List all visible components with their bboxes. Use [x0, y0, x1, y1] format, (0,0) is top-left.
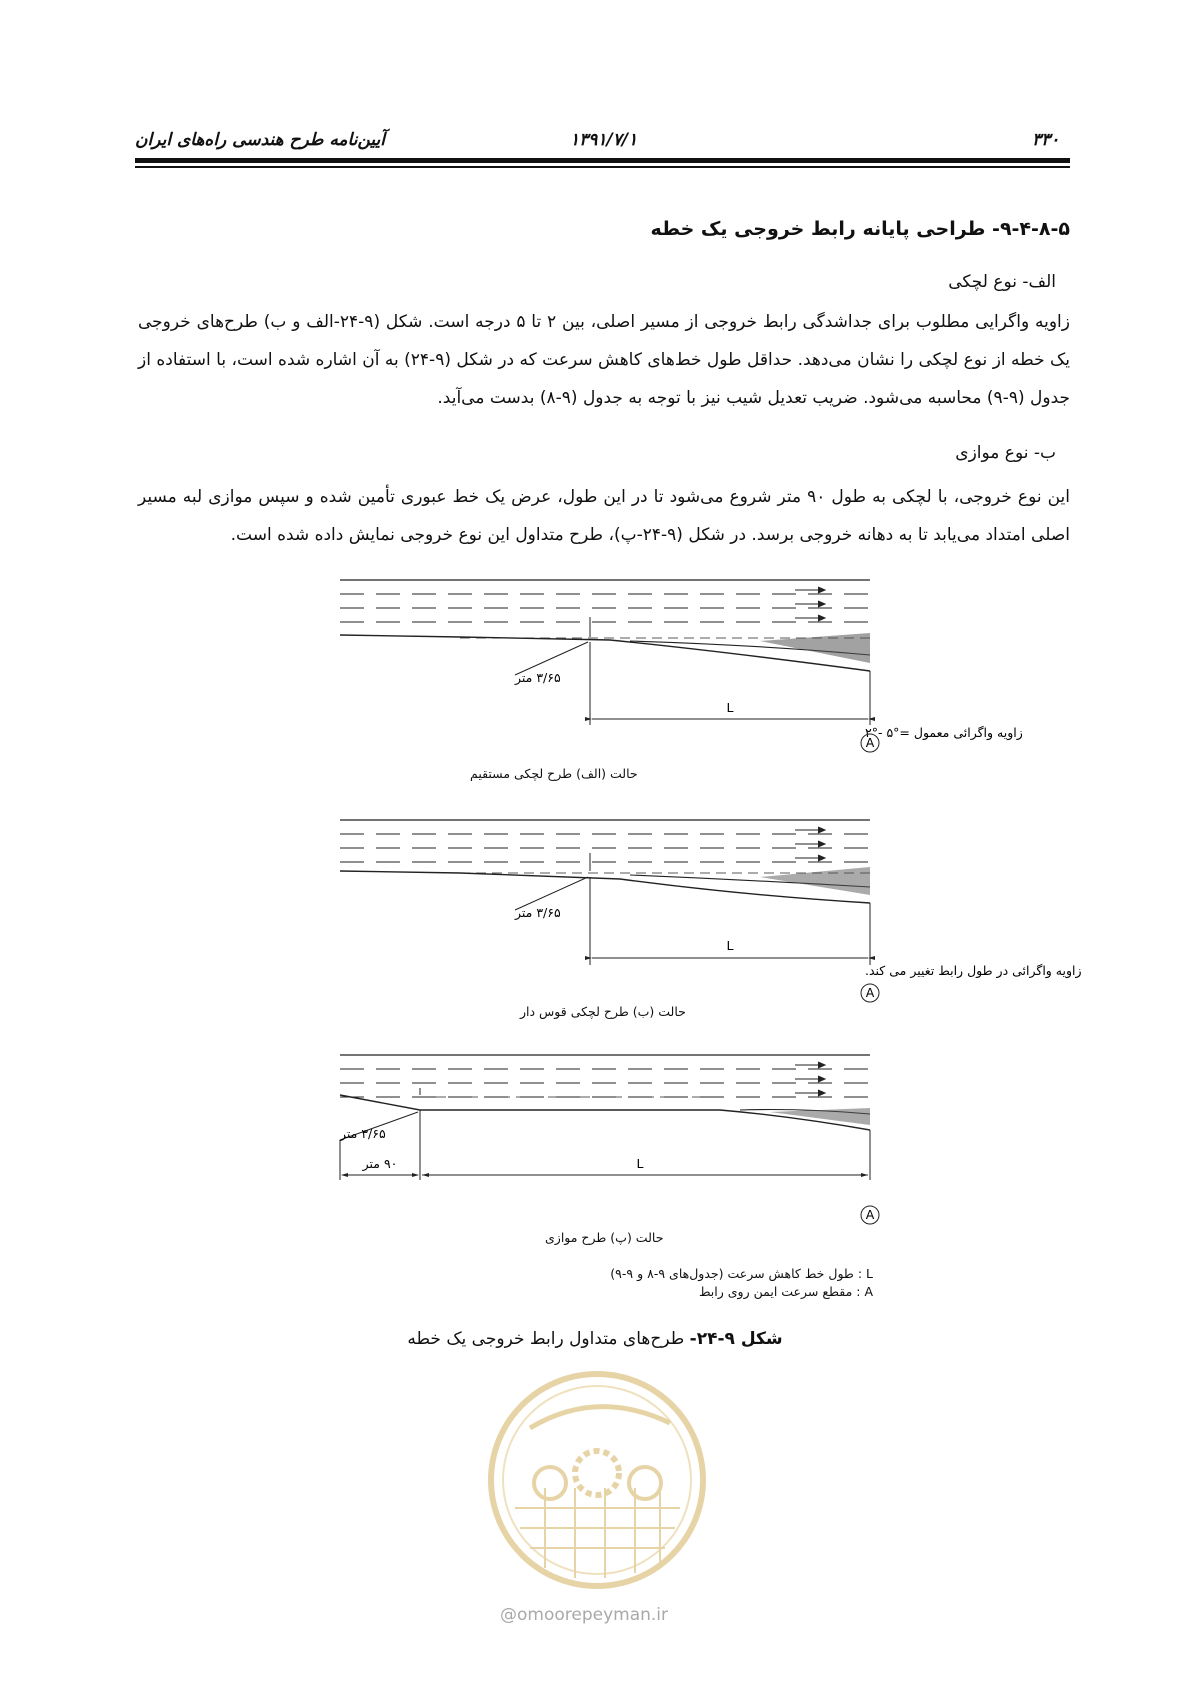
point-label-b: A: [865, 985, 875, 1000]
width-label-a: ۳/۶۵ متر: [515, 670, 561, 685]
watermark-seal-icon: [485, 1368, 710, 1593]
chevron-markers: [795, 1062, 825, 1096]
legend-item-l: L : طول خط کاهش سرعت (جدول‌های ۹-۸ و ۹-۹): [610, 1266, 873, 1281]
section-heading: ۹-۴-۸-۵- طراحی پایانه رابط خروجی یک خطه: [650, 218, 1070, 240]
gore-hatch: [760, 867, 870, 895]
diagram-b: [320, 815, 1082, 1010]
header-date: ۱۳۹۱/۷/۱: [570, 130, 638, 150]
width-label-b: ۳/۶۵ متر: [515, 905, 561, 920]
point-label-a: A: [865, 735, 875, 750]
page-number: ۳۳۰: [1032, 130, 1060, 150]
chevron-markers: [795, 587, 825, 621]
length-label-a: L: [726, 700, 734, 715]
paragraph-b: این نوع خروجی، با لچکی به طول ۹۰ متر شروع می‌شود تا در این طول، عرض یک خط عبوری تأمین شده و سپس موازی لبه مسیر اصلی امتداد می‌یابد تا به دهانه خروجی برسد. در شکل (۹-۲۴-پ)، طرح متداول این نوع خروجی نمایش داده شده است.: [138, 487, 1071, 545]
caption-b: حالت (ب) طرح لچکی قوس دار: [520, 1004, 686, 1019]
diagram-c: [320, 1050, 890, 1240]
length-label-c: L: [636, 1156, 644, 1171]
subheading-a: الف- نوع لچکی: [948, 272, 1056, 292]
watermark-text: @omoorepeyman.ir: [500, 1605, 669, 1625]
caption-a: حالت (الف) طرح لچکی مستقیم: [470, 766, 638, 781]
header-title: آیین‌نامه طرح هندسی راه‌های ایران: [135, 130, 385, 150]
taper-label-c: ۹۰ متر: [362, 1156, 398, 1171]
angle-label-a: زاویه واگرائی معمول =°۵ -°۲: [865, 725, 1023, 740]
figure-caption-text: طرح‌های متداول رابط خروجی یک خطه: [407, 1329, 690, 1349]
width-label-c: ۳/۶۵ متر: [340, 1126, 386, 1141]
angle-label-b: زاویه واگرائی در طول رابط تغییر می کند.: [865, 963, 1082, 978]
diagram-a: [320, 575, 1023, 755]
point-label-c: A: [865, 1207, 875, 1222]
length-label-b: L: [726, 938, 734, 953]
figure-caption-number: شکل ۹-۲۴-: [689, 1329, 783, 1349]
paragraph-a: زاویه واگرایی مطلوب برای جداشدگی رابط خروجی از مسیر اصلی، بین ۲ تا ۵ درجه است. شکل (۹-۲۴-الف و ب) طرح‌های خروجی یک خطه از نوع لچکی را نشان می‌دهد. حداقل طول خط‌های کاهش سرعت که در شکل (۹-۲۴) به آن اشاره شده است، با استفاده از جدول (۹-۹) محاسبه می‌شود. ضریب تعدیل شیب نیز با توجه به جدول (۹-۸) بدست می‌آید.: [138, 312, 1070, 408]
subheading-b: ب- نوع موازی: [955, 443, 1056, 463]
header-rule-thin: [135, 166, 1070, 168]
header-rule-thick: [135, 158, 1070, 163]
legend-item-a: A : مقطع سرعت ایمن روی رابط: [698, 1284, 873, 1299]
chevron-markers: [795, 827, 825, 861]
figure-caption: [0, 1329, 1190, 1349]
caption-c: حالت (پ) طرح موازی: [545, 1230, 664, 1245]
